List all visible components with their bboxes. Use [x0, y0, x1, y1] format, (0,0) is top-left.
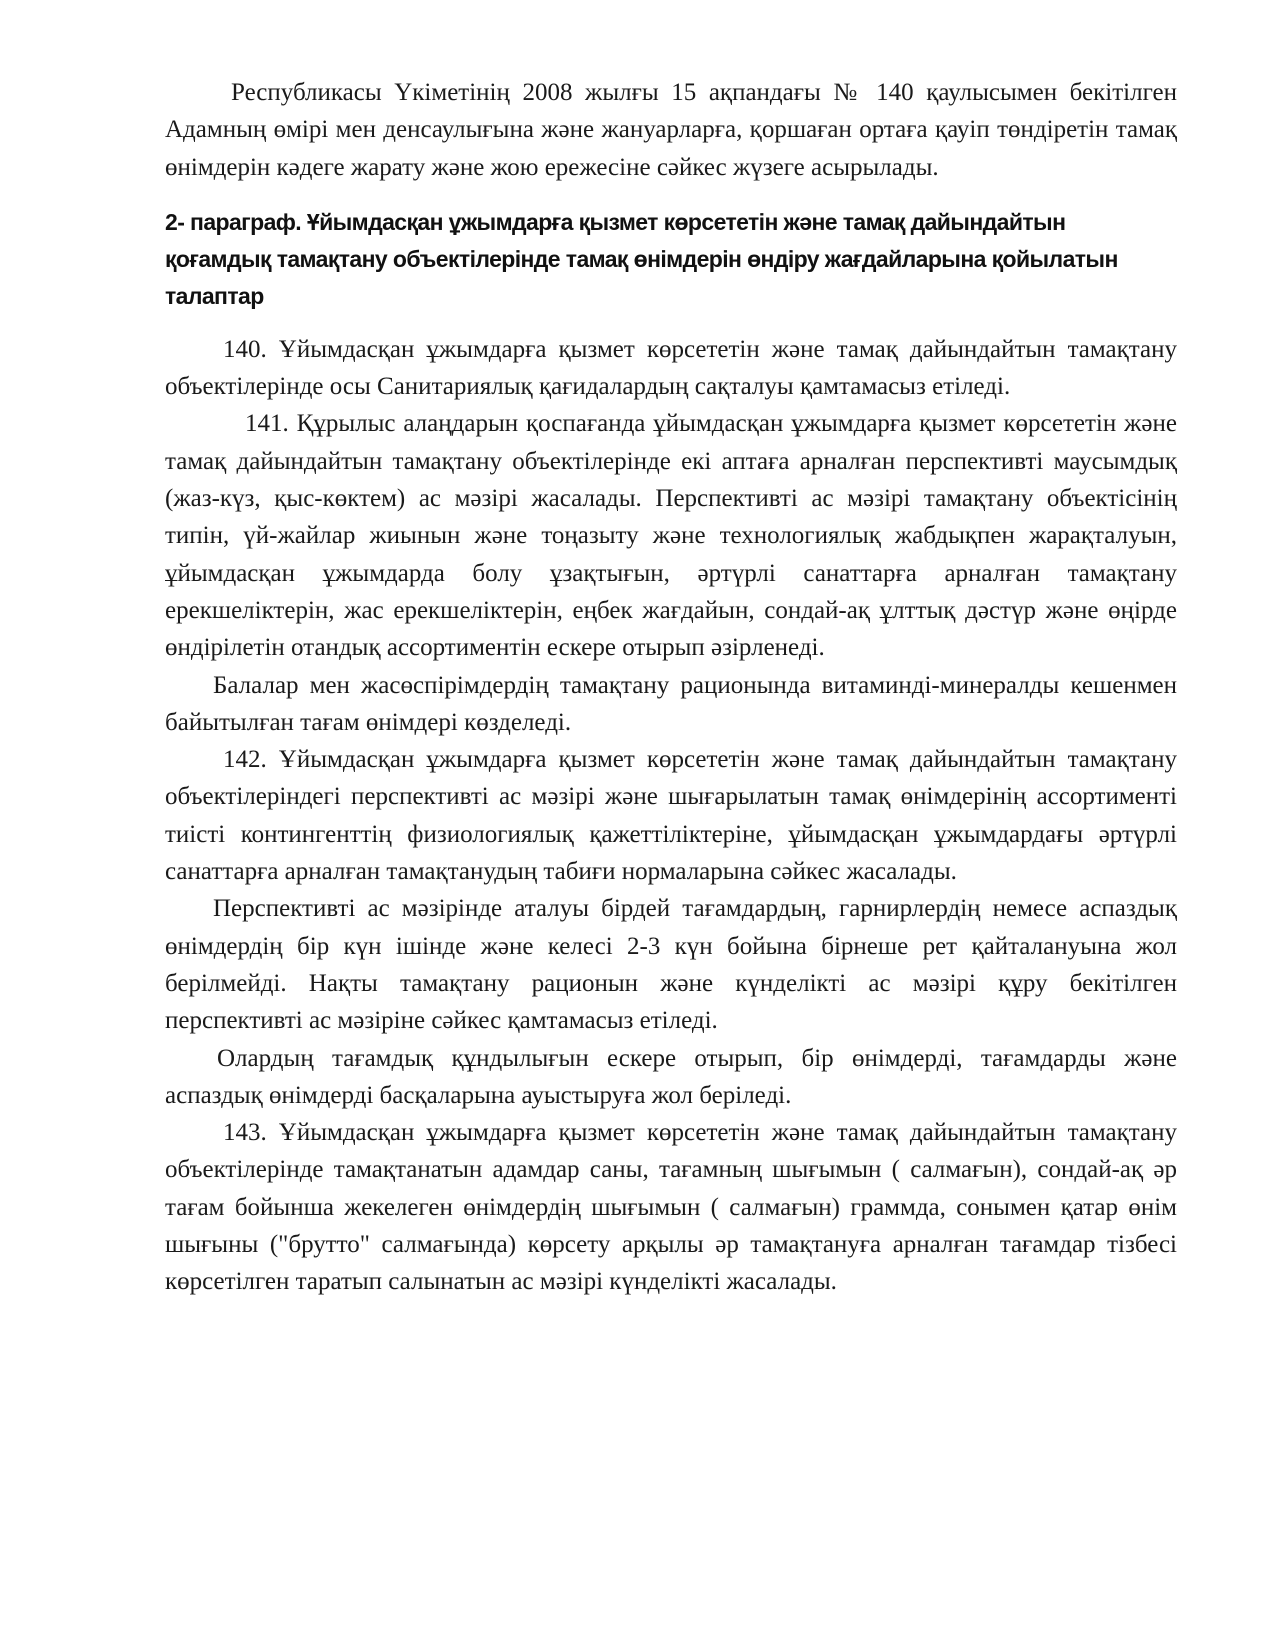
paragraph-141-children: Балалар мен жасөспірімдердің тамақтану рационында витаминді-минералды кешенмен байытылған тағам өнімдері көзделеді. — [165, 671, 1177, 736]
paragraph-141: 141. Құрылыс алаңдарын қоспағанда ұйымдасқан ұжымдарға қызмет көрсететін және тамақ дайындайтын тамақтану объектілерінде екі аптаға арналған перспективті маусымдық (жаз-күз, қыс-көктем) ас мәзірі жасалады. Перспективті ас мәзірі тамақтану объектісінің типін, үй-жайлар жиынын және тоңазыту және технологиялық жабдықпен жарақталуын, ұйымдасқан ұжымдарда болу ұзақтығын, әртүрлі санаттарға арналған тамақтану ерекшеліктерін, жас ерекшеліктерін, еңбек жағдайын, сондай-ақ ұлттық дәстүр және өңірде өндірілетін отандық ассортиментін ескере отырып әзірленеді. — [165, 410, 1177, 662]
paragraph-140: 140. Ұйымдасқан ұжымдарға қызмет көрсететін және тамақ дайындайтын тамақтану объектілерінде осы Санитариялық қағидалардың сақталуы қамтамасыз етіледі. — [165, 335, 1177, 401]
paragraph-143: 143. Ұйымдасқан ұжымдарға қызмет көрсететін және тамақ дайындайтын тамақтану объектілерінде тамақтанатын адамдар саны, тағамның шығымын ( салмағын), сондай-ақ әр тағам бойынша жекелеген өнімдердің шығымын ( салмағын) граммда, сонымен қатар өнім шығыны ("брутто" салмағында) көрсету арқылы әр тамақтануға арналған тағамдар тізбесі көрсетілген таратып салынатын ас мәзірі күнделікті жасалады. — [165, 1119, 1177, 1296]
intro-paragraph: Республикасы Үкіметінің 2008 жылғы 15 ақпандағы № 140 қаулысымен бекітілген Адамның өмірі мен денсаулығына және жануарларға, қоршаған ортаға қауіп төндіретін тамақ өнімдерін кәдеге жарату және жою ережесіне сәйкес жүзеге асырылады. — [165, 79, 1177, 181]
paragraph-142-substitution: Олардың тағамдық құндылығын ескере отырып, бір өнімдерді, тағамдарды және аспаздық өнімдерді басқаларына ауыстыруға жол беріледі. — [165, 1044, 1177, 1109]
document-body — [165, 74, 1177, 1301]
paragraph-142: 142. Ұйымдасқан ұжымдарға қызмет көрсететін және тамақ дайындайтын тамақтану объектілеріндегі перспективті ас мәзірі және шығарылатын тамақ өнімдерінің ассортименті тиісті контингенттің физиологиялық қажеттіліктеріне, ұйымдасқан ұжымдардағы әртүрлі санаттарға арналған тамақтанудың табиғи нормаларына сәйкес жасалады. — [165, 746, 1177, 886]
paragraph-142-menu-repetition: Перспективті ас мәзірінде аталуы бірдей тағамдардың, гарнирлердің немесе аспаздық өнімдердің бір күн ішінде және келесі 2-3 күн бойына бірнеше рет қайталануына жол берілмейді. Нақты тамақтану рационын және күнделікті ас мәзірі құру бекітілген перспективті ас мәзіріне сәйкес қамтамасыз етіледі. — [165, 895, 1177, 1035]
section-heading: 2- параграф. Ұйымдасқан ұжымдарға қызмет көрсететін және тамақ дайындайтын қоғамдық тамақтану объектілерінде тамақ өнімдерін өндіру жағдайларына қойылатын талаптар — [165, 208, 1118, 309]
